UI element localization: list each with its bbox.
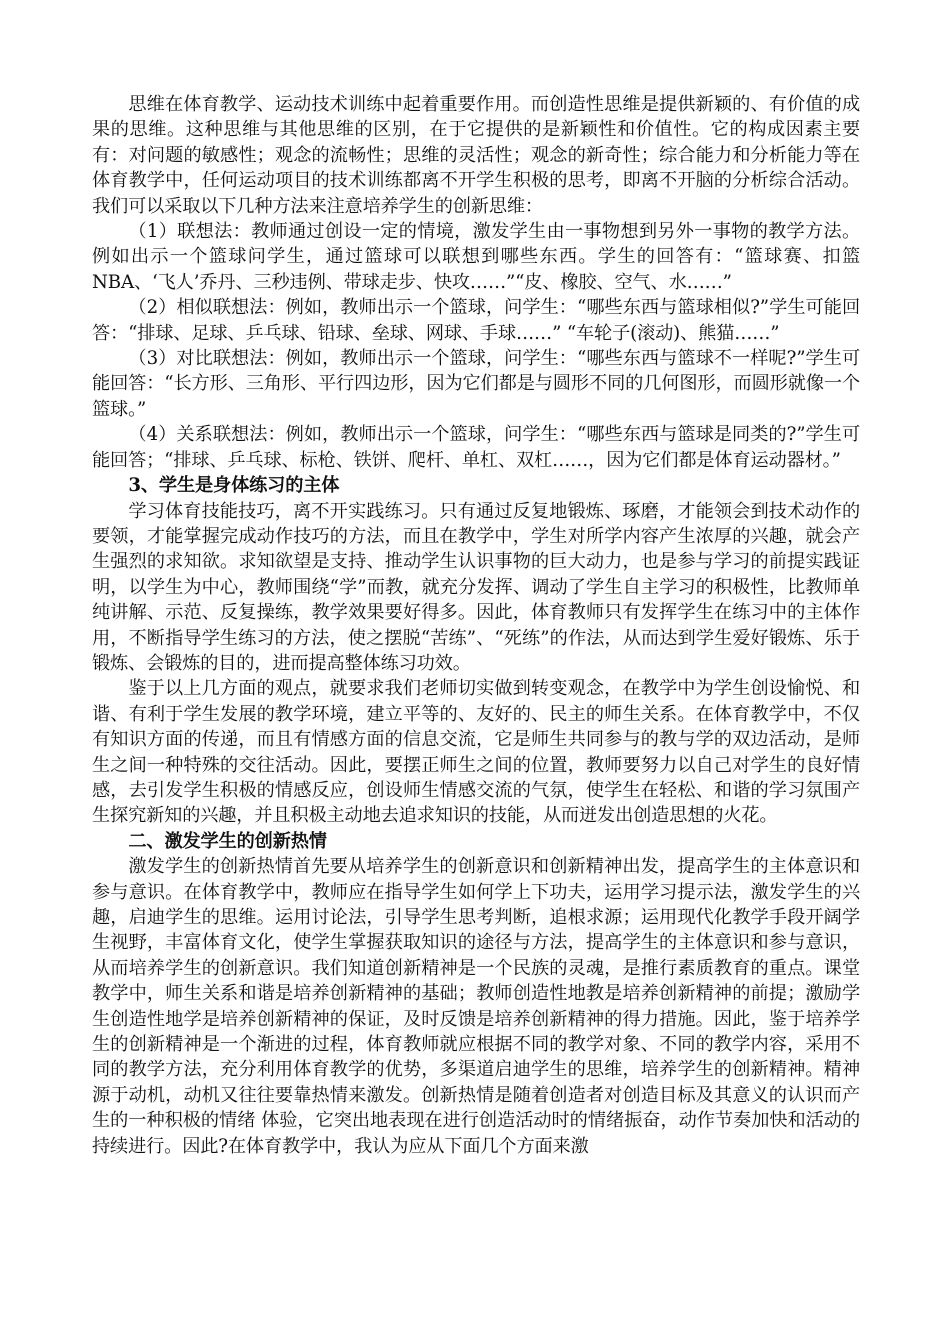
paragraph-relation-association: （4）关系联想法：例如，教师出示一个篮球，问学生：“哪些东西与篮球是同类的?”学生可能回答；“排球、乒乓球、标枪、铁饼、爬杆、单杠、双杠……，因为它们都是体育运动器材。” <box>92 424 860 471</box>
paragraph-teacher-student-relation: 鉴于以上几方面的观点，就要求我们老师切实做到转变观念，在教学中为学生创设愉悦、和谐、有利于学生发展的教学环境，建立平等的、友好的、民主的师生关系。在体育教学中，不仅有知识方面的传递，而且有情感方面的信息交流，它是师生共同参与的教与学的双边活动，是师生之间一种特殊的交往活动。因此，要摆正师生之间的位置，教师要努力以自己对学生的良好情感，去引发学生积极的情感反应，创设师生情感交流的气氛，使学生在轻松、和谐的学习氛围产生探究新知的兴趣，并且积极主动地去追求知识的技能，从而迸发出创造思想的火花。 <box>92 678 860 827</box>
paragraph-practice-learning: 学习体育技能技巧，离不开实践练习。只有通过反复地锻炼、琢磨，才能领会到技术动作的要领，才能掌握完成动作技巧的方法，而且在教学中，学生对所学内容产生浓厚的兴趣，就会产生强烈的求知欲。求知欲望是支持、推动学生认识事物的巨大动力，也是参与学习的前提实践证明，以学生为中心，教师围绕“学”而教，就充分发挥、调动了学生自主学习的积极性，比教师单纯讲解、示范、反复操练，教学效果要好得多。因此，体育教师只有发挥学生在练习中的主体作用，不断指导学生练习的方法，使之摆脱“苦练”、“死练”的作法，从而达到学生爱好锻炼、乐于锻炼、会锻炼的目的，进而提高整体练习功效。 <box>92 500 860 674</box>
paragraph-similarity-association: （2）相似联想法：例如，教师出示一个篮球，问学生：“哪些东西与篮球相似?”学生可能回答：“排球、足球、乒乓球、铅球、垒球、网球、手球……” “车轮子(滚动)、熊猫……” <box>92 297 860 344</box>
paragraph-association-method: （1）联想法：教师通过创设一定的情境，激发学生由一事物想到另外一事物的教学方法。例如出示一个篮球问学生，通过篮球可以联想到哪些东西。学生的回答有：“篮球赛、扣篮NBA、‘飞人’乔丹、三秒违例、带球走步、快攻……”“皮、橡胶、空气、水……” <box>92 221 860 293</box>
paragraph-contrast-association: （3）对比联想法：例如，教师出示一个篮球，问学生：“哪些东西与篮球不一样呢?”学生可能回答：“长方形、三角形、平行四边形，因为它们都是与圆形不同的几何图形，而圆形就像一个篮球。” <box>92 348 860 420</box>
document-page <box>92 92 860 1159</box>
section-heading-student-subject: 3、学生是身体练习的主体 <box>128 475 340 497</box>
section-heading-innovation-enthusiasm: 二、激发学生的创新热情 <box>128 830 327 852</box>
paragraph-creative-thinking-intro: 思维在体育教学、运动技术训练中起着重要作用。而创造性思维是提供新颖的、有价值的成果的思维。这种思维与其他思维的区别，在于它提供的是新颖性和价值性。它的构成因素主要有：对问题的敏感性；观念的流畅性；思维的灵活性；观念的新奇性；综合能力和分析能力等在体育教学中，任何运动项目的技术训练都离不开学生积极的思考，即离不开脑的分析综合活动。我们可以采取以下几种方法来注意培养学生的创新思维： <box>92 94 860 217</box>
paragraph-innovation-enthusiasm: 激发学生的创新热情首先要从培养学生的创新意识和创新精神出发，提高学生的主体意识和参与意识。在体育教学中，教师应在指导学生如何学上下功夫，运用学习提示法，激发学生的兴趣，启迪学生的思维。运用讨论法，引导学生思考判断，追根求源；运用现代化教学手段开阔学生视野，丰富体育文化，使学生掌握获取知识的途径与方法，提高学生的主体意识和参与意识，从而培养学生的创新意识。我们知道创新精神是一个民族的灵魂，是推行素质教育的重点。课堂教学中，师生关系和谐是培养创新精神的基础；教师创造性地教是培养创新精神的前提；激励学生创造性地学是培养创新精神的保证，及时反馈是培养创新精神的得力措施。因此，鉴于培养学生的创新精神是一个渐进的过程，体育教师就应根据不同的教学对象、不同的教学内容，采用不同的教学方法，充分利用体育教学的优势，多渠道启迪学生的思维，培养学生的创新精神。精神源于动机，动机又往往要靠热情来激发。创新热情是随着创造者对创造目标及其意义的认识而产生的一种积极的情绪 体验，它突出地表现在进行创造活动时的情绪振奋，动作节奏加快和活动的持续进行。因此?在体育教学中，我认为应从下面几个方面来激 <box>92 856 860 1157</box>
